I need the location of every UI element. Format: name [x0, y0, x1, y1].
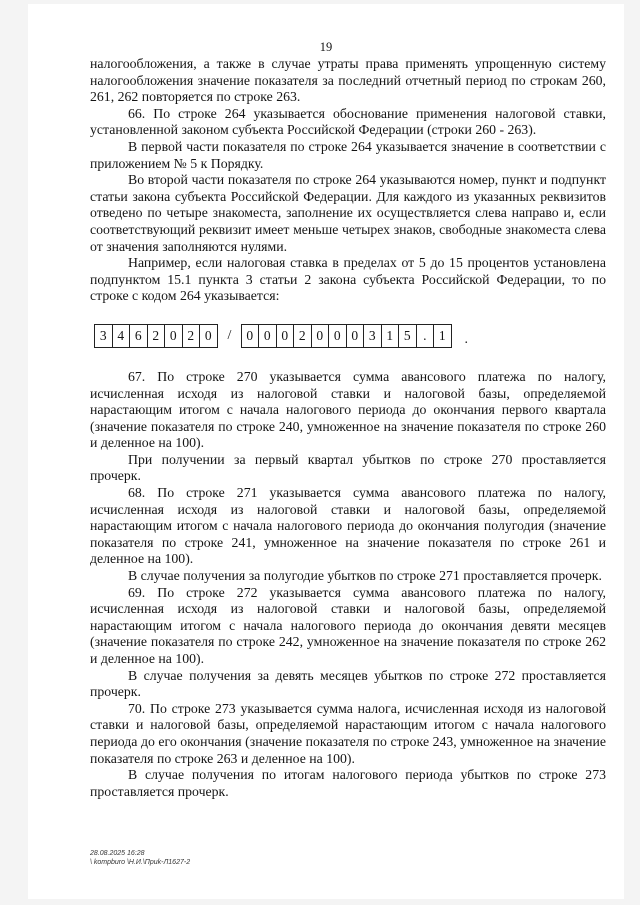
code-cell: 0: [311, 324, 330, 348]
code-cell: 1: [381, 324, 400, 348]
code-cell: 2: [147, 324, 166, 348]
paragraph: В случае получения за девять месяцев убытков по строке 272 проставляется прочерк.: [90, 667, 606, 700]
code-cell: .: [416, 324, 435, 348]
document-footer: [90, 850, 190, 867]
paragraph: 69. По строке 272 указывается сумма авансового платежа по налогу, исчисленная исходя из налоговой ставки и налоговой базы, определяемой нарастающим итогом с начала налогового периода до окончания девяти месяцев (значение показателя по строке 242, умноженное на значение показателя по строке 262 и деленное на 100).: [90, 584, 606, 666]
code-cell: 0: [258, 324, 277, 348]
code-cell: 3: [94, 324, 113, 348]
code-cell: 2: [293, 324, 312, 348]
example-code-boxes: [94, 317, 606, 355]
code-cell: 0: [164, 324, 183, 348]
paragraph: В случае получения по итогам налогового периода убытков по строке 273 проставляется прочерк.: [90, 767, 606, 799]
document-body: [90, 56, 606, 800]
code-cell: 0: [328, 324, 347, 348]
document-page: [28, 4, 624, 899]
paragraph: 68. По строке 271 указывается сумма авансового платежа по налогу, исчисленная исходя из налоговой ставки и налоговой базы, определяемой нарастающим итогом с начала налогового периода до окончания полугодия (значение показателя по строке 241, умноженное на значение показателя по строке 261 и деленное на 100).: [90, 485, 606, 567]
code-cell: 2: [182, 324, 201, 348]
page-number: 19: [319, 40, 333, 54]
code-cell: 3: [363, 324, 382, 348]
code-cell: 4: [112, 324, 131, 348]
footer-timestamp: 28.08.2025 16:28: [90, 850, 145, 857]
code-part-1: [94, 324, 217, 348]
paragraph: 67. По строке 270 указывается сумма авансового платежа по налогу, исчисленная исходя из налоговой ставки и налоговой базы, определяемой нарастающим итогом с начала налогового периода до окончания первого квартала (значение показателя по строке 240, умноженное на значение показателя по строке 260 и деленное на 100).: [90, 368, 606, 451]
paragraph: При получении за первый квартал убытков по строке 270 проставляется прочерк.: [90, 451, 606, 484]
paragraph: Например, если налоговая ставка в пределах от 5 до 15 процентов установлена подпунктом 15.1 пункта 3 статьи 2 закона субъекта Российской Федерации, то по строке с кодом 264 указывается:: [90, 255, 606, 304]
paragraph: 70. По строке 273 указывается сумма налога, исчисленная исходя из налоговой ставки и налоговой базы, определяемой нарастающим итогом с начала налогового периода до его окончания (значение показателя по строке 243, умноженное на значение показателя по строке 263 и деленное на 100).: [90, 700, 606, 766]
paragraph: В случае получения за полугодие убытков по строке 271 проставляется прочерк.: [128, 568, 602, 584]
code-cell: 6: [129, 324, 148, 348]
code-cell: 1: [433, 324, 452, 348]
paragraph: Во второй части показателя по строке 264 указываются номер, пункт и подпункт статьи закона субъекта Российской Федерации. Для каждого из указанных реквизитов отведено по четыре знакоместа, заполнение их осуществляется слева направо и, если соответствующий реквизит имеет меньше четырех знаков, свободные знакоместа слева от значения заполняются нулями.: [90, 172, 606, 254]
paragraph: налогообложения, а также в случае утраты права применять упрощенную систему налогообложения значение показателя за последний отчетный период по строкам 260, 261, 262 повторяется по строке 263.: [90, 56, 606, 105]
code-trailing-period: .: [464, 331, 468, 347]
code-part-2: [241, 324, 451, 348]
code-cell: 0: [241, 324, 260, 348]
code-cell: 5: [398, 324, 417, 348]
footer-doc-reference: \ kompburo \Н.И.\Приk-Л1627-2: [90, 858, 191, 866]
paragraph: 66. По строке 264 указывается обоснование применения налоговой ставки, установленной законом субъекта Российской Федерации (строки 260 - 263).: [90, 105, 606, 138]
code-cell: 0: [346, 324, 365, 348]
code-separator: /: [227, 327, 232, 343]
paragraph: В первой части показателя по строке 264 указывается значение в соответствии с приложением № 5 к Порядку.: [90, 138, 606, 171]
code-cell: 0: [276, 324, 295, 348]
code-cell: 0: [199, 324, 218, 348]
